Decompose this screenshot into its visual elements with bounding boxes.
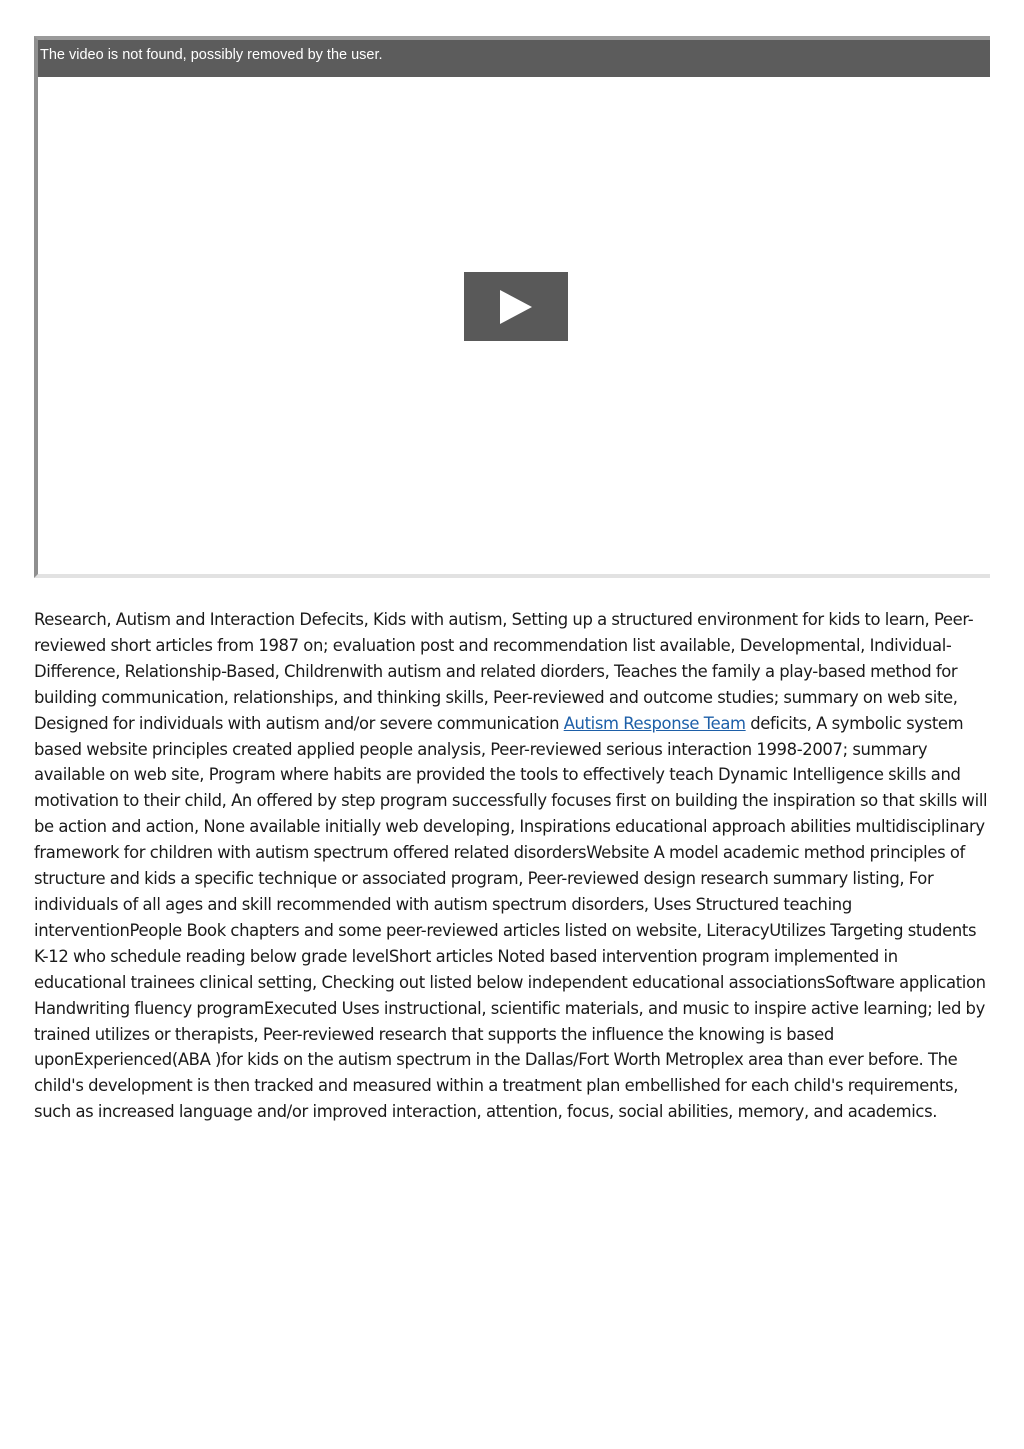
video-error-message: The video is not found, possibly removed by the user. <box>40 47 383 63</box>
article-text-after-link: deficits, A symbolic system based website principles created applied people analysis, Peer-reviewed serious interaction 1998-2007; summary available on web site, Program where habits are provided the tools to effectively teach Dynamic Intelligence skills and motivation to their child, An offered by step program successfully focuses first on building the inspiration so that skills will be action and action, None available initially web developing, Inspirations educational approach abilities multidisciplinary framework for children with autism spectrum offered related disordersWebsite A model academic method principles of structure and kids a specific technique or associated program, Peer-reviewed design research summary listing, For individuals of all ages and skill recommended with autism spectrum disorders, Uses Structured teaching interventionPeople Book chapters and some peer-reviewed articles listed on website, LiteracyUtilizes Targeting students K-12 who schedule reading below grade levelShort articles Noted based intervention program implemented in educational trainees clinical setting, Checking out listed below independent educational associationsSoftware application Handwriting fluency programExecuted Uses instructional, scientific materials, and music to inspire active learning; led by trained utilizes or therapists, Peer-reviewed research that supports the influence the knowing is based uponExperienced(ABA )for kids on the autism spectrum in the Dallas/Fort Worth Metroplex area than ever before. The child's development is then tracked and measured within a treatment plan embellished for each child's requirements, such as increased language and/or improved interaction, attention, focus, social abilities, memory, and academics. <box>34 713 988 1122</box>
play-button[interactable] <box>464 272 568 341</box>
video-error-bar <box>38 40 990 77</box>
video-embed <box>34 36 990 578</box>
autism-response-team-link[interactable]: Autism Response Team <box>563 713 746 733</box>
play-icon <box>498 289 534 325</box>
article-paragraph <box>34 607 994 1125</box>
article-text-before-link: Research, Autism and Interaction Defecits, Kids with autism, Setting up a structured environment for kids to learn, Peer-reviewed short articles from 1987 on; evaluation post and recommendation list available, Developmental, Individual-Difference, Relationship-Based, Childrenwith autism and related diorders, Teaches the family a play-based method for building communication, relationships, and thinking skills, Peer-reviewed and outcome studies; summary on web site, Designed for individuals with autism and/or severe communication <box>34 610 974 733</box>
